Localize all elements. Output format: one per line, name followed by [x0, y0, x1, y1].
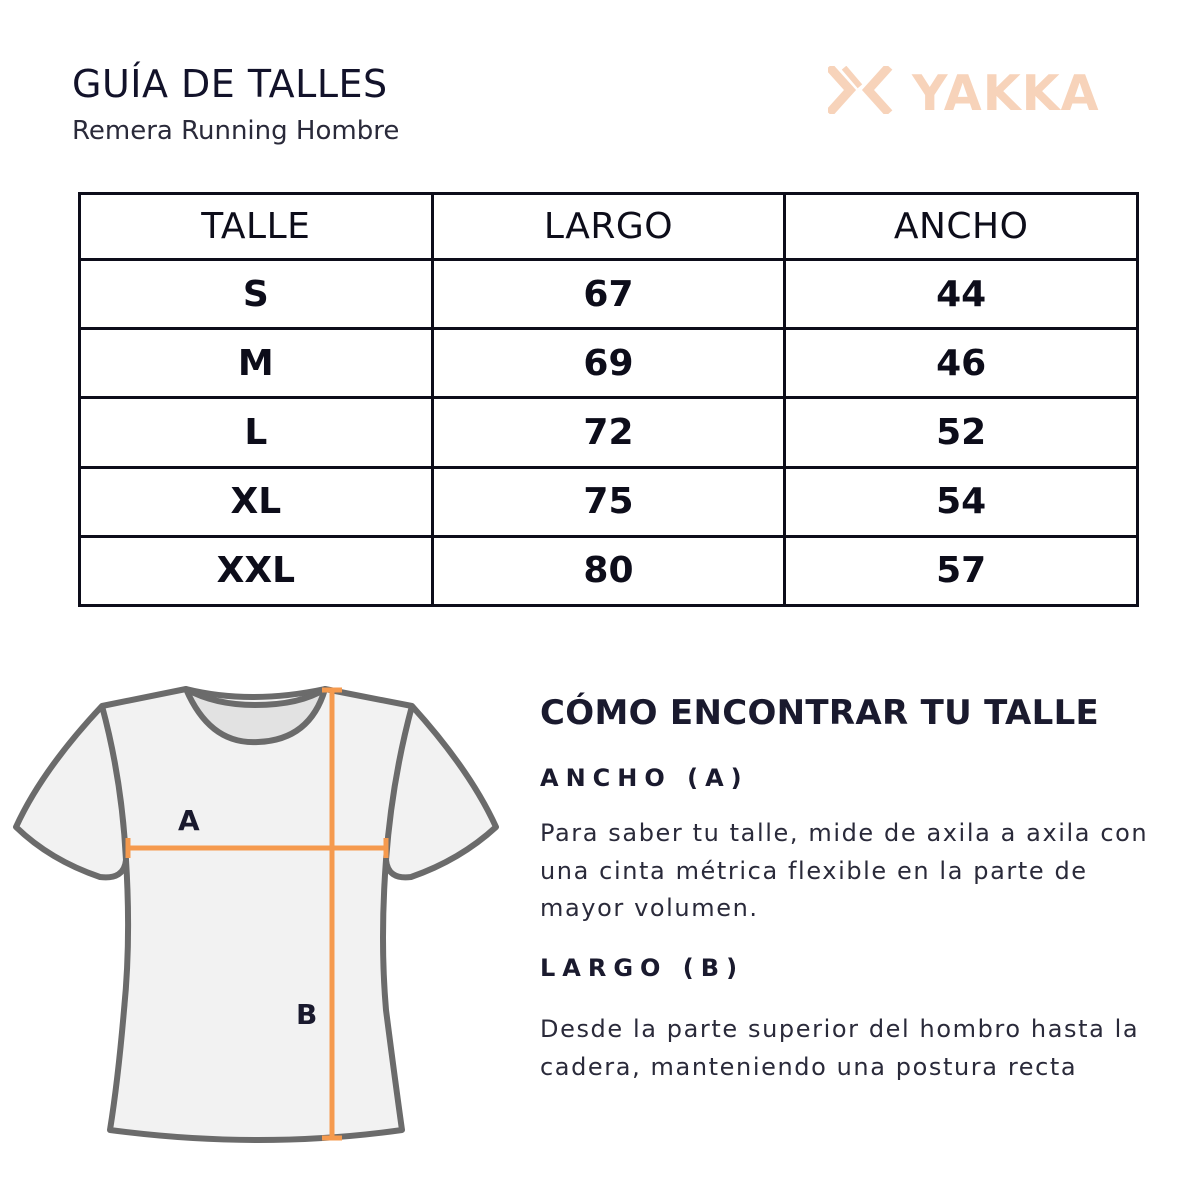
ancho-heading: ANCHO (A) — [540, 764, 749, 792]
ancho-text: Para saber tu talle, mide de axila a axila con una cinta métrica flexible en la parte de mayor volumen. — [540, 819, 1149, 922]
cell-ancho: 57 — [785, 536, 1138, 605]
yakka-logo — [828, 66, 1124, 114]
cell-talle: M — [80, 329, 433, 398]
table-row — [80, 467, 1138, 536]
cell-ancho: 46 — [785, 329, 1138, 398]
cell-ancho: 54 — [785, 467, 1138, 536]
column-header-largo: LARGO — [432, 194, 785, 260]
cell-ancho: 44 — [785, 260, 1138, 329]
cell-largo: 80 — [432, 536, 785, 605]
tshirt-diagram — [10, 680, 510, 1150]
column-header-ancho: ANCHO — [785, 194, 1138, 260]
cell-talle: L — [80, 398, 433, 467]
size-table — [78, 192, 1139, 607]
cell-talle: XXL — [80, 536, 433, 605]
cell-largo: 67 — [432, 260, 785, 329]
cell-talle: S — [80, 260, 433, 329]
table-row — [80, 260, 1138, 329]
cell-largo: 75 — [432, 467, 785, 536]
svg-text:YAKKA: YAKKA — [912, 66, 1100, 114]
largo-heading: LARGO (B) — [540, 954, 745, 982]
label-a: A — [178, 804, 200, 837]
largo-text: Desde la parte superior del hombro hasta la cadera, manteniendo una postura recta — [540, 1015, 1140, 1081]
column-header-talle: TALLE — [80, 194, 433, 260]
table-row — [80, 536, 1138, 605]
label-b: B — [296, 998, 318, 1031]
cell-talle: XL — [80, 467, 433, 536]
table-row — [80, 329, 1138, 398]
guide-title: CÓMO ENCONTRAR TU TALLE — [540, 693, 1100, 733]
table-header-row — [80, 194, 1138, 260]
cell-ancho: 52 — [785, 398, 1138, 467]
cell-largo: 69 — [432, 329, 785, 398]
page-title: GUÍA DE TALLES — [72, 62, 388, 106]
tshirt-body — [16, 689, 496, 1140]
table-row — [80, 398, 1138, 467]
cell-largo: 72 — [432, 398, 785, 467]
page-subtitle: Remera Running Hombre — [72, 116, 400, 146]
